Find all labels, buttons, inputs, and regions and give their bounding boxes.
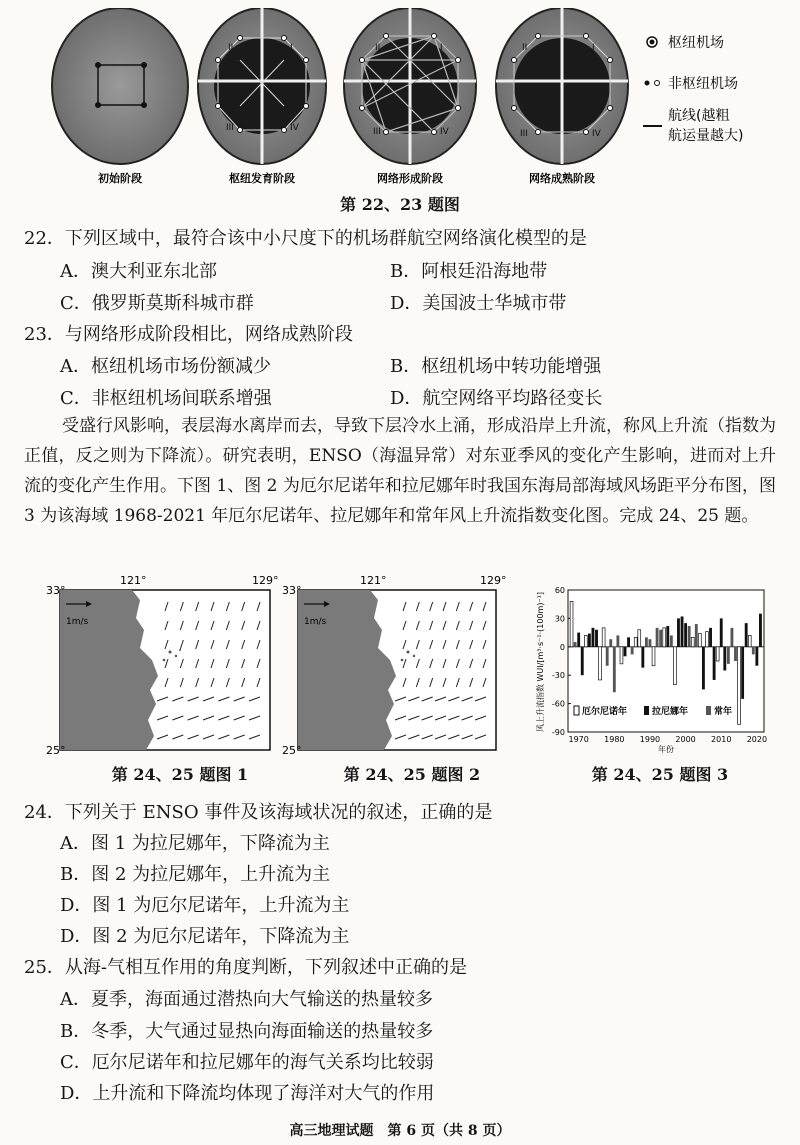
y-tick-label: -60 [551,699,565,709]
latitude-label: 25° [46,744,66,757]
question-25-option-c[interactable]: C．厄尔尼诺年和拉尼娜年的海气关系均比较弱 [60,1052,434,1073]
latitude-label: 25° [282,744,302,757]
chart-bar [602,628,605,647]
quadrant-label: II [228,43,234,53]
legend-label: 拉尼娜年 [652,707,689,717]
question-24-option-c[interactable]: D．图 1 为厄尔尼诺年，上升流为主 [60,895,350,916]
question-24-option-a[interactable]: A．图 1 为拉尼娜年，下降流为主 [60,833,330,854]
quadrant-label: III [520,129,528,139]
chart-bar [734,647,737,661]
chart-bar [666,626,669,647]
longitude-label: 129° [480,574,507,587]
longitude-label: 129° [252,574,279,587]
chart-bar [702,647,705,690]
quadrant-label: III [226,123,234,133]
longitude-label: 121° [360,574,387,587]
chart-bar [592,628,595,647]
x-tick-label: 2020 [746,735,768,744]
figure-legend [643,34,743,144]
question-25-option-b[interactable]: B．冬季，大气通过显热向海面输送的热量较多 [60,1021,434,1042]
chart-bar [606,647,609,666]
chart-bar [609,639,612,647]
chart-bar [720,618,723,646]
scale-label: 1m/s [66,617,89,627]
stage-label: 网络形成阶段 [377,172,443,185]
chart-bar [638,630,641,647]
chart-bar [688,626,691,647]
chart-bar [641,647,644,668]
stage-label: 枢纽发育阶段 [229,172,295,185]
chart-bar [634,637,637,646]
chart-bar [616,635,619,646]
scale-label: 1m/s [304,617,327,627]
question-23-stem: 23．与网络形成阶段相比，网络成熟阶段 [24,324,353,345]
quadrant-label: I [592,43,595,53]
question-22-option-d[interactable]: D．美国波士华城市带 [390,293,567,314]
non-hub-airport-icon [645,81,650,86]
chart-bar [624,647,627,656]
chart-bar [755,647,758,666]
figure-caption: 第 22、23 题图 [340,195,460,214]
stage-hub-development-diagram [198,8,326,164]
legend-label: 常年 [714,707,733,717]
chart-bar [631,647,634,655]
y-tick-label: -30 [551,671,565,681]
chart-bar [584,635,587,646]
legend-label: 非枢纽机场 [668,76,738,92]
airport-network-figure [40,8,800,188]
question-23-option-d[interactable]: D．航空网络平均路径变长 [390,388,603,409]
chart-bar [659,630,662,647]
question-22-option-a[interactable]: A．澳大利亚东北部 [60,261,217,282]
chart-bar [713,647,716,680]
question-24-option-b[interactable]: B．图 2 为拉尼娜年，上升流为主 [60,864,331,885]
page-footer: 高三地理试题 第 6 页（共 8 页） [289,1123,511,1139]
reading-passage: 受盛行风影响，表层海水离岸而去，导致下层冷水上涌，形成沿岸上升流，称风上升流（指数为正值，反之则为下降流）。研究表明，ENSO（海温异常）对东亚季风的变化产生影响，进而对上升流的变化产生作用。下图 1、图 2 为厄尔尼诺年和拉尼娜年时我国东海局部海域风场距平分布图，图 3 为该海域 1968-2021 年厄尔尼诺年、拉尼娜年和常年风上升流指数变化图。完成 24、25 题。 [24,416,776,526]
latitude-label: 33° [282,584,302,597]
y-tick-label: -90 [551,728,565,737]
chart-bar [709,628,712,647]
quadrant-label: I [290,43,293,53]
chart-x-axis-label: 年份 [658,745,674,754]
question-23-option-a[interactable]: A．枢纽机场市场份额减少 [60,356,271,377]
chart-bar [645,637,648,646]
chart-bar [673,647,676,685]
chart-bar [677,618,680,646]
chart-bar [588,634,591,647]
chart-bar [613,647,616,692]
chart-bar [741,647,744,699]
question-25-option-a[interactable]: A．夏季，海面通过潜热向大气输送的热量较多 [60,989,433,1010]
legend-label: 厄尔尼诺年 [582,707,628,717]
stage-label: 网络成熟阶段 [529,172,595,185]
question-24-option-d[interactable]: D．图 2 为厄尔尼诺年，下降流为主 [60,926,350,947]
chart-bar [731,628,734,647]
legend-label: 航线(越粗航运量越大) [668,108,744,144]
chart-bar [716,647,719,661]
chart-bar [652,647,655,666]
chart-bar [595,630,598,647]
chart-bar [581,647,584,675]
chart-bar [738,647,741,725]
wui-bar-chart [534,584,774,756]
chart-bar [748,635,751,646]
y-tick-label: 30 [554,614,565,624]
chart-bar [570,601,573,646]
question-23-option-c[interactable]: C．非枢纽机场间联系增强 [60,388,272,409]
stage-initial-diagram [52,8,188,164]
chart-bar [681,617,684,647]
x-tick-label: 1980 [604,735,625,744]
question-25-option-d[interactable]: D．上升流和下降流均体现了海洋对大气的作用 [60,1083,435,1104]
question-23-option-b[interactable]: B．枢纽机场中转功能增强 [390,356,602,377]
chart-bar [759,614,762,647]
quadrant-label: IV [440,127,449,137]
chart-bar [663,628,666,647]
x-tick-label: 1970 [568,735,589,744]
question-22-option-c[interactable]: C．俄罗斯莫斯科城市群 [60,293,254,314]
chart-bar [627,637,630,646]
map-2-caption: 第 24、25 题图 2 [343,765,481,784]
y-tick-label: 60 [554,586,565,595]
question-22-stem: 22．下列区域中，最符合该中小尺度下的机场群航空网络演化模型的是 [24,228,587,249]
stage-network-mature-diagram [496,8,628,164]
stage-label: 初始阶段 [98,172,142,185]
map-1-caption: 第 24、25 题图 1 [111,765,249,784]
y-tick-label: 0 [559,642,565,652]
wind-map-2 [298,590,496,750]
chart-bar [656,628,659,647]
chart-caption: 第 24、25 题图 3 [591,765,729,784]
x-tick-label: 2010 [711,735,732,744]
quadrant-label: III [373,127,381,137]
chart-bar [649,639,652,647]
chart-bar [706,632,709,647]
quadrant-label: IV [592,129,601,139]
quadrant-label: IV [290,123,299,133]
question-22-option-b[interactable]: B．阿根廷沿海地带 [390,261,548,282]
legend-label: 枢纽机场 [668,35,724,51]
chart-bar [691,637,694,646]
chart-bar [670,635,673,646]
question-25-stem: 25．从海-气相互作用的角度判断，下列叙述中正确的是 [24,957,467,978]
chart-bar [577,633,580,647]
chart-bar [620,647,623,664]
chart-bar [698,634,701,647]
latitude-label: 33° [46,584,66,597]
chart-bar [727,647,730,664]
chart-bar [745,623,748,647]
quadrant-label: II [522,43,528,53]
wind-map-1 [60,590,270,750]
quadrant-label: I [440,43,443,53]
chart-bar [574,642,577,647]
quadrant-label: II [375,43,381,53]
question-24-stem: 24．下列关于 ENSO 事件及该海域状况的叙述，正确的是 [24,802,493,823]
chart-bar [752,647,755,655]
wind-field-maps [30,572,530,762]
chart-bar [695,624,698,647]
chart-y-axis-label: 风上升流指数 WUI/[m³·s⁻¹·(100m)⁻¹] [536,591,545,733]
stage-network-formation-diagram [344,8,476,164]
x-tick-label: 1990 [639,735,661,744]
chart-bar [684,623,687,647]
longitude-label: 121° [120,574,147,587]
chart-bar [599,647,602,680]
chart-bar [723,647,726,671]
x-tick-label: 2000 [675,735,696,744]
